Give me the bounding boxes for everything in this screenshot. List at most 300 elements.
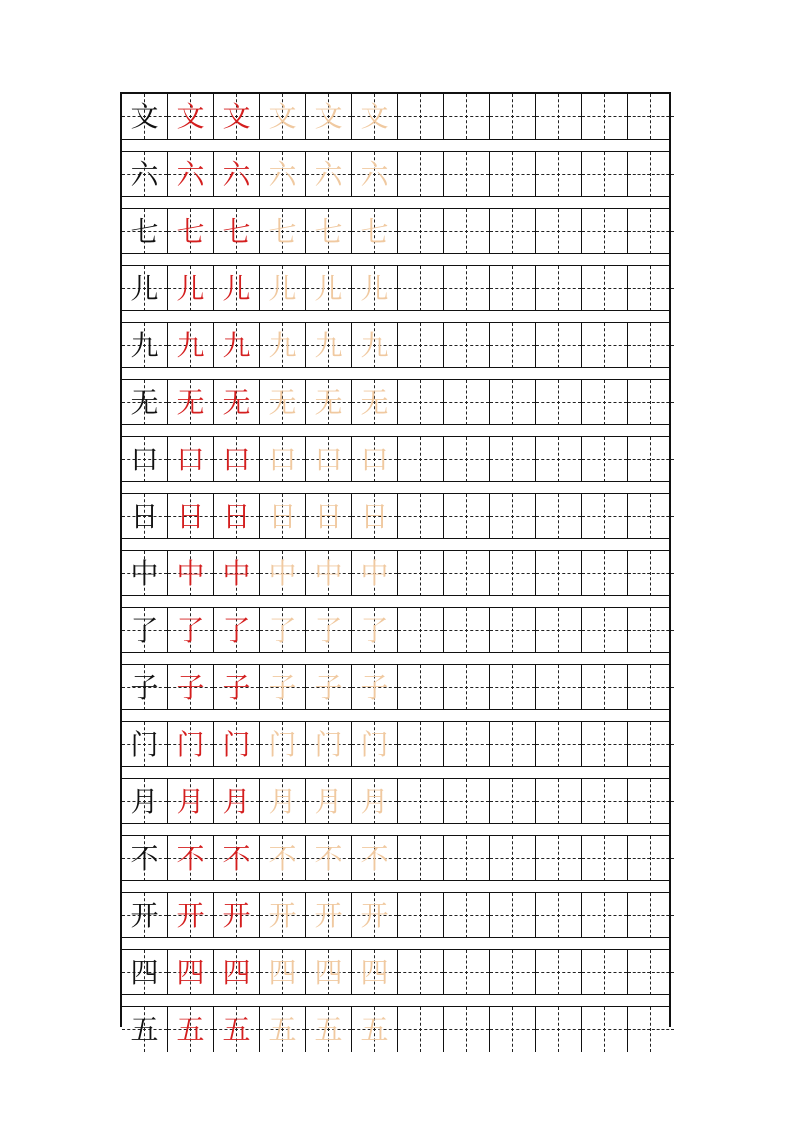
tianzi-cell[interactable] (444, 893, 490, 938)
tianzi-cell[interactable] (260, 1007, 306, 1052)
tianzi-cell[interactable] (582, 209, 628, 254)
tianzi-cell[interactable] (628, 722, 674, 767)
practice-row (122, 436, 669, 481)
tianzi-cell[interactable] (490, 209, 536, 254)
tianzi-cell[interactable] (490, 722, 536, 767)
tianzi-cell[interactable] (168, 323, 214, 368)
practice-row (122, 892, 669, 937)
row-gap (122, 253, 669, 265)
tianzi-cell[interactable] (536, 950, 582, 995)
tianzi-cell[interactable] (536, 94, 582, 139)
tianzi-cell[interactable] (306, 266, 352, 311)
practice-row (122, 94, 669, 139)
tianzi-cell[interactable] (168, 665, 214, 710)
tianzi-cell[interactable] (398, 551, 444, 596)
model-character: 七 (130, 215, 159, 248)
row-gap (122, 595, 669, 607)
tianzi-cell[interactable] (490, 323, 536, 368)
tianzi-cell[interactable] (306, 1007, 352, 1052)
tianzi-cell[interactable] (214, 494, 260, 539)
tianzi-cell[interactable] (260, 494, 306, 539)
row-gap (122, 652, 669, 664)
trace-character: 四 (222, 956, 251, 989)
tianzi-cell[interactable] (444, 836, 490, 881)
faint-trace-character: 儿 (360, 272, 389, 305)
tianzi-cell[interactable] (214, 323, 260, 368)
tianzi-cell[interactable] (444, 94, 490, 139)
tianzi-cell[interactable] (582, 608, 628, 653)
practice-row (122, 664, 669, 709)
tianzi-cell[interactable] (122, 1007, 168, 1052)
tianzi-cell[interactable] (628, 608, 674, 653)
faint-trace-character: 开 (314, 899, 343, 932)
faint-trace-character: 月 (360, 785, 389, 818)
tianzi-cell[interactable] (352, 94, 398, 139)
faint-trace-character: 门 (360, 728, 389, 761)
tianzi-cell[interactable] (536, 665, 582, 710)
tianzi-cell[interactable] (122, 94, 168, 139)
model-character: 口 (130, 443, 159, 476)
tianzi-cell[interactable] (398, 722, 444, 767)
faint-trace-character: 无 (268, 386, 297, 419)
model-character: 门 (130, 728, 159, 761)
tianzi-cell[interactable] (306, 779, 352, 824)
trace-character: 六 (176, 158, 205, 191)
tianzi-cell[interactable] (122, 950, 168, 995)
tianzi-cell[interactable] (214, 608, 260, 653)
tianzi-cell[interactable] (352, 380, 398, 425)
tianzi-cell[interactable] (582, 1007, 628, 1052)
tianzi-cell[interactable] (628, 152, 674, 197)
tianzi-cell[interactable] (444, 437, 490, 482)
tianzi-cell[interactable] (444, 551, 490, 596)
practice-row (122, 607, 669, 652)
tianzi-cell[interactable] (582, 950, 628, 995)
tianzi-cell[interactable] (582, 437, 628, 482)
trace-character: 月 (176, 785, 205, 818)
tianzi-cell[interactable] (444, 665, 490, 710)
tianzi-cell[interactable] (352, 437, 398, 482)
practice-row (122, 949, 669, 994)
practice-row (122, 379, 669, 424)
practice-row (122, 1006, 669, 1051)
tianzi-cell[interactable] (306, 950, 352, 995)
trace-character: 开 (176, 899, 205, 932)
tianzi-cell[interactable] (490, 152, 536, 197)
row-gap (122, 709, 669, 721)
tianzi-cell[interactable] (306, 94, 352, 139)
tianzi-cell[interactable] (444, 950, 490, 995)
model-character: 月 (130, 785, 159, 818)
faint-trace-character: 中 (268, 557, 297, 590)
faint-trace-character: 口 (314, 443, 343, 476)
tianzi-cell[interactable] (628, 266, 674, 311)
tianzi-cell[interactable] (582, 665, 628, 710)
tianzi-cell[interactable] (536, 779, 582, 824)
tianzi-cell[interactable] (260, 779, 306, 824)
tianzi-cell[interactable] (490, 551, 536, 596)
tianzi-cell[interactable] (490, 1007, 536, 1052)
tianzi-cell[interactable] (214, 94, 260, 139)
faint-trace-character: 六 (314, 158, 343, 191)
tianzi-cell[interactable] (398, 380, 444, 425)
tianzi-cell[interactable] (352, 893, 398, 938)
tianzi-cell[interactable] (306, 551, 352, 596)
tianzi-cell[interactable] (490, 779, 536, 824)
tianzi-cell[interactable] (214, 380, 260, 425)
tianzi-cell[interactable] (352, 1007, 398, 1052)
model-character: 四 (130, 956, 159, 989)
tianzi-cell[interactable] (214, 266, 260, 311)
faint-trace-character: 月 (268, 785, 297, 818)
tianzi-cell[interactable] (444, 209, 490, 254)
tianzi-cell[interactable] (398, 893, 444, 938)
tianzi-cell[interactable] (536, 323, 582, 368)
tianzi-cell[interactable] (582, 893, 628, 938)
tianzi-cell[interactable] (122, 836, 168, 881)
faint-trace-character: 无 (360, 386, 389, 419)
tianzi-cell[interactable] (168, 380, 214, 425)
tianzi-cell[interactable] (628, 665, 674, 710)
tianzi-cell[interactable] (122, 437, 168, 482)
faint-trace-character: 了 (314, 614, 343, 647)
tianzi-cell[interactable] (168, 437, 214, 482)
tianzi-cell[interactable] (398, 608, 444, 653)
tianzi-cell[interactable] (490, 437, 536, 482)
tianzi-cell[interactable] (490, 950, 536, 995)
tianzi-cell[interactable] (582, 722, 628, 767)
tianzi-cell[interactable] (352, 152, 398, 197)
tianzi-cell[interactable] (352, 209, 398, 254)
tianzi-cell[interactable] (536, 608, 582, 653)
tianzi-cell[interactable] (260, 836, 306, 881)
tianzi-cell[interactable] (260, 380, 306, 425)
trace-character: 日 (222, 500, 251, 533)
trace-character: 五 (222, 1013, 251, 1046)
tianzi-cell[interactable] (306, 608, 352, 653)
tianzi-cell[interactable] (214, 209, 260, 254)
tianzi-cell[interactable] (352, 551, 398, 596)
tianzi-cell[interactable] (214, 722, 260, 767)
tianzi-cell[interactable] (168, 266, 214, 311)
tianzi-cell[interactable] (490, 494, 536, 539)
tianzi-cell[interactable] (628, 1007, 674, 1052)
tianzi-cell[interactable] (398, 209, 444, 254)
practice-row (122, 322, 669, 367)
faint-trace-character: 儿 (314, 272, 343, 305)
faint-trace-character: 不 (360, 842, 389, 875)
faint-trace-character: 开 (268, 899, 297, 932)
row-gap (122, 196, 669, 208)
tianzi-cell[interactable] (122, 893, 168, 938)
tianzi-cell[interactable] (444, 1007, 490, 1052)
tianzi-cell[interactable] (168, 1007, 214, 1052)
trace-character: 文 (222, 100, 251, 133)
tianzi-cell[interactable] (398, 779, 444, 824)
tianzi-cell[interactable] (306, 893, 352, 938)
tianzi-cell[interactable] (398, 437, 444, 482)
faint-trace-character: 子 (314, 671, 343, 704)
practice-row (122, 721, 669, 766)
tianzi-cell[interactable] (536, 722, 582, 767)
tianzi-cell[interactable] (444, 266, 490, 311)
trace-character: 无 (222, 386, 251, 419)
tianzi-cell[interactable] (490, 380, 536, 425)
tianzi-cell[interactable] (536, 494, 582, 539)
tianzi-cell[interactable] (536, 380, 582, 425)
faint-trace-character: 文 (314, 100, 343, 133)
trace-character: 五 (176, 1013, 205, 1046)
faint-trace-character: 了 (268, 614, 297, 647)
trace-character: 开 (222, 899, 251, 932)
tianzi-cell[interactable] (214, 437, 260, 482)
faint-trace-character: 儿 (268, 272, 297, 305)
tianzi-cell[interactable] (168, 152, 214, 197)
tianzi-cell[interactable] (444, 323, 490, 368)
tianzi-cell[interactable] (582, 266, 628, 311)
tianzi-cell[interactable] (398, 94, 444, 139)
row-gap (122, 937, 669, 949)
tianzi-cell[interactable] (582, 323, 628, 368)
tianzi-cell[interactable] (260, 437, 306, 482)
tianzi-cell[interactable] (122, 779, 168, 824)
tianzi-cell[interactable] (260, 209, 306, 254)
trace-character: 月 (222, 785, 251, 818)
row-gap (122, 823, 669, 835)
tianzi-cell[interactable] (260, 950, 306, 995)
practice-row (122, 151, 669, 196)
faint-trace-character: 四 (268, 956, 297, 989)
model-character: 儿 (130, 272, 159, 305)
tianzi-cell[interactable] (260, 266, 306, 311)
tianzi-cell[interactable] (490, 836, 536, 881)
faint-trace-character: 六 (360, 158, 389, 191)
row-gap (122, 139, 669, 151)
faint-trace-character: 九 (268, 329, 297, 362)
tianzi-cell[interactable] (306, 380, 352, 425)
faint-trace-character: 无 (314, 386, 343, 419)
faint-trace-character: 口 (360, 443, 389, 476)
practice-row (122, 835, 669, 880)
tianzi-cell[interactable] (122, 722, 168, 767)
tianzi-cell[interactable] (536, 836, 582, 881)
tianzi-cell[interactable] (306, 209, 352, 254)
tianzi-cell[interactable] (260, 152, 306, 197)
trace-character: 儿 (222, 272, 251, 305)
tianzi-cell[interactable] (444, 152, 490, 197)
tianzi-cell[interactable] (628, 209, 674, 254)
tianzi-cell[interactable] (582, 152, 628, 197)
trace-character: 口 (176, 443, 205, 476)
tianzi-cell[interactable] (306, 323, 352, 368)
tianzi-cell[interactable] (352, 266, 398, 311)
tianzi-cell[interactable] (490, 665, 536, 710)
tianzi-cell[interactable] (122, 608, 168, 653)
trace-character: 四 (176, 956, 205, 989)
faint-trace-character: 月 (314, 785, 343, 818)
practice-row (122, 493, 669, 538)
faint-trace-character: 子 (268, 671, 297, 704)
tianzi-cell[interactable] (582, 779, 628, 824)
trace-character: 子 (222, 671, 251, 704)
tianzi-cell[interactable] (398, 494, 444, 539)
trace-character: 日 (176, 500, 205, 533)
tianzi-cell[interactable] (352, 779, 398, 824)
tianzi-cell[interactable] (122, 209, 168, 254)
tianzi-cell[interactable] (214, 893, 260, 938)
tianzi-cell[interactable] (536, 893, 582, 938)
row-gap (122, 424, 669, 436)
tianzi-cell[interactable] (214, 1007, 260, 1052)
tianzi-cell[interactable] (352, 323, 398, 368)
tianzi-cell[interactable] (628, 94, 674, 139)
tianzi-cell[interactable] (628, 380, 674, 425)
trace-character: 门 (176, 728, 205, 761)
faint-trace-character: 九 (360, 329, 389, 362)
tianzi-cell[interactable] (214, 665, 260, 710)
faint-trace-character: 文 (268, 100, 297, 133)
trace-character: 不 (176, 842, 205, 875)
tianzi-cell[interactable] (168, 836, 214, 881)
tianzi-cell[interactable] (168, 779, 214, 824)
tianzi-cell[interactable] (352, 608, 398, 653)
tianzi-cell[interactable] (306, 494, 352, 539)
tianzi-cell[interactable] (536, 266, 582, 311)
tianzi-cell[interactable] (122, 551, 168, 596)
tianzi-cell[interactable] (398, 950, 444, 995)
faint-trace-character: 文 (360, 100, 389, 133)
faint-trace-character: 五 (360, 1013, 389, 1046)
tianzi-cell[interactable] (352, 665, 398, 710)
tianzi-cell[interactable] (582, 551, 628, 596)
tianzi-cell[interactable] (260, 893, 306, 938)
tianzi-cell[interactable] (168, 608, 214, 653)
faint-trace-character: 口 (268, 443, 297, 476)
tianzi-cell[interactable] (260, 608, 306, 653)
faint-trace-character: 七 (314, 215, 343, 248)
tianzi-cell[interactable] (260, 94, 306, 139)
tianzi-cell[interactable] (168, 209, 214, 254)
tianzi-cell[interactable] (122, 380, 168, 425)
tianzi-cell[interactable] (398, 266, 444, 311)
tianzi-cell[interactable] (398, 1007, 444, 1052)
tianzi-cell[interactable] (398, 836, 444, 881)
trace-character: 儿 (176, 272, 205, 305)
faint-trace-character: 中 (314, 557, 343, 590)
tianzi-cell[interactable] (260, 722, 306, 767)
tianzi-cell[interactable] (536, 551, 582, 596)
tianzi-cell[interactable] (628, 950, 674, 995)
row-gap (122, 538, 669, 550)
faint-trace-character: 日 (360, 500, 389, 533)
row-gap (122, 880, 669, 892)
tianzi-cell[interactable] (398, 152, 444, 197)
tianzi-cell[interactable] (122, 494, 168, 539)
tianzi-cell[interactable] (628, 551, 674, 596)
tianzi-cell[interactable] (214, 950, 260, 995)
tianzi-cell[interactable] (444, 608, 490, 653)
tianzi-cell[interactable] (444, 722, 490, 767)
tianzi-cell[interactable] (628, 323, 674, 368)
tianzi-cell[interactable] (444, 779, 490, 824)
practice-row (122, 550, 669, 595)
tianzi-cell[interactable] (122, 266, 168, 311)
trace-character: 中 (176, 557, 205, 590)
tianzi-cell[interactable] (582, 494, 628, 539)
tianzi-cell[interactable] (398, 323, 444, 368)
tianzi-cell[interactable] (260, 323, 306, 368)
tianzi-cell[interactable] (306, 722, 352, 767)
trace-character: 无 (176, 386, 205, 419)
tianzi-cell[interactable] (398, 665, 444, 710)
tianzi-cell[interactable] (536, 152, 582, 197)
tianzi-cell[interactable] (122, 323, 168, 368)
tianzi-cell[interactable] (168, 551, 214, 596)
tianzi-cell[interactable] (444, 380, 490, 425)
model-character: 九 (130, 329, 159, 362)
tianzi-cell[interactable] (352, 950, 398, 995)
tianzi-cell[interactable] (490, 893, 536, 938)
tianzi-cell[interactable] (168, 950, 214, 995)
tianzi-cell[interactable] (628, 494, 674, 539)
tianzi-cell[interactable] (214, 551, 260, 596)
tianzi-cell[interactable] (260, 665, 306, 710)
tianzi-cell[interactable] (168, 722, 214, 767)
tianzi-cell[interactable] (168, 893, 214, 938)
faint-trace-character: 日 (268, 500, 297, 533)
tianzi-cell[interactable] (490, 94, 536, 139)
model-character: 了 (130, 614, 159, 647)
row-gap (122, 310, 669, 322)
tianzi-cell[interactable] (628, 836, 674, 881)
tianzi-cell[interactable] (168, 494, 214, 539)
model-character: 五 (130, 1013, 159, 1046)
tianzi-cell[interactable] (306, 836, 352, 881)
tianzi-cell[interactable] (582, 380, 628, 425)
tianzi-cell[interactable] (352, 494, 398, 539)
tianzi-cell[interactable] (214, 779, 260, 824)
trace-character: 门 (222, 728, 251, 761)
tianzi-cell[interactable] (352, 722, 398, 767)
tianzi-cell[interactable] (490, 608, 536, 653)
tianzi-cell[interactable] (306, 437, 352, 482)
faint-trace-character: 九 (314, 329, 343, 362)
tianzi-cell[interactable] (444, 494, 490, 539)
tianzi-cell[interactable] (628, 779, 674, 824)
tianzi-cell[interactable] (582, 836, 628, 881)
tianzi-cell[interactable] (352, 836, 398, 881)
practice-row (122, 778, 669, 823)
tianzi-cell[interactable] (306, 665, 352, 710)
tianzi-cell[interactable] (536, 209, 582, 254)
model-character: 文 (130, 100, 159, 133)
faint-trace-character: 门 (314, 728, 343, 761)
tianzi-cell[interactable] (536, 1007, 582, 1052)
tianzi-cell[interactable] (536, 437, 582, 482)
tianzi-cell[interactable] (260, 551, 306, 596)
tianzi-cell[interactable] (582, 94, 628, 139)
tianzi-cell[interactable] (628, 437, 674, 482)
tianzi-cell[interactable] (168, 94, 214, 139)
tianzi-cell[interactable] (122, 665, 168, 710)
tianzi-cell[interactable] (122, 152, 168, 197)
tianzi-cell[interactable] (214, 836, 260, 881)
tianzi-cell[interactable] (490, 266, 536, 311)
tianzi-cell[interactable] (306, 152, 352, 197)
tianzi-cell[interactable] (214, 152, 260, 197)
tianzi-cell[interactable] (628, 893, 674, 938)
faint-trace-character: 六 (268, 158, 297, 191)
